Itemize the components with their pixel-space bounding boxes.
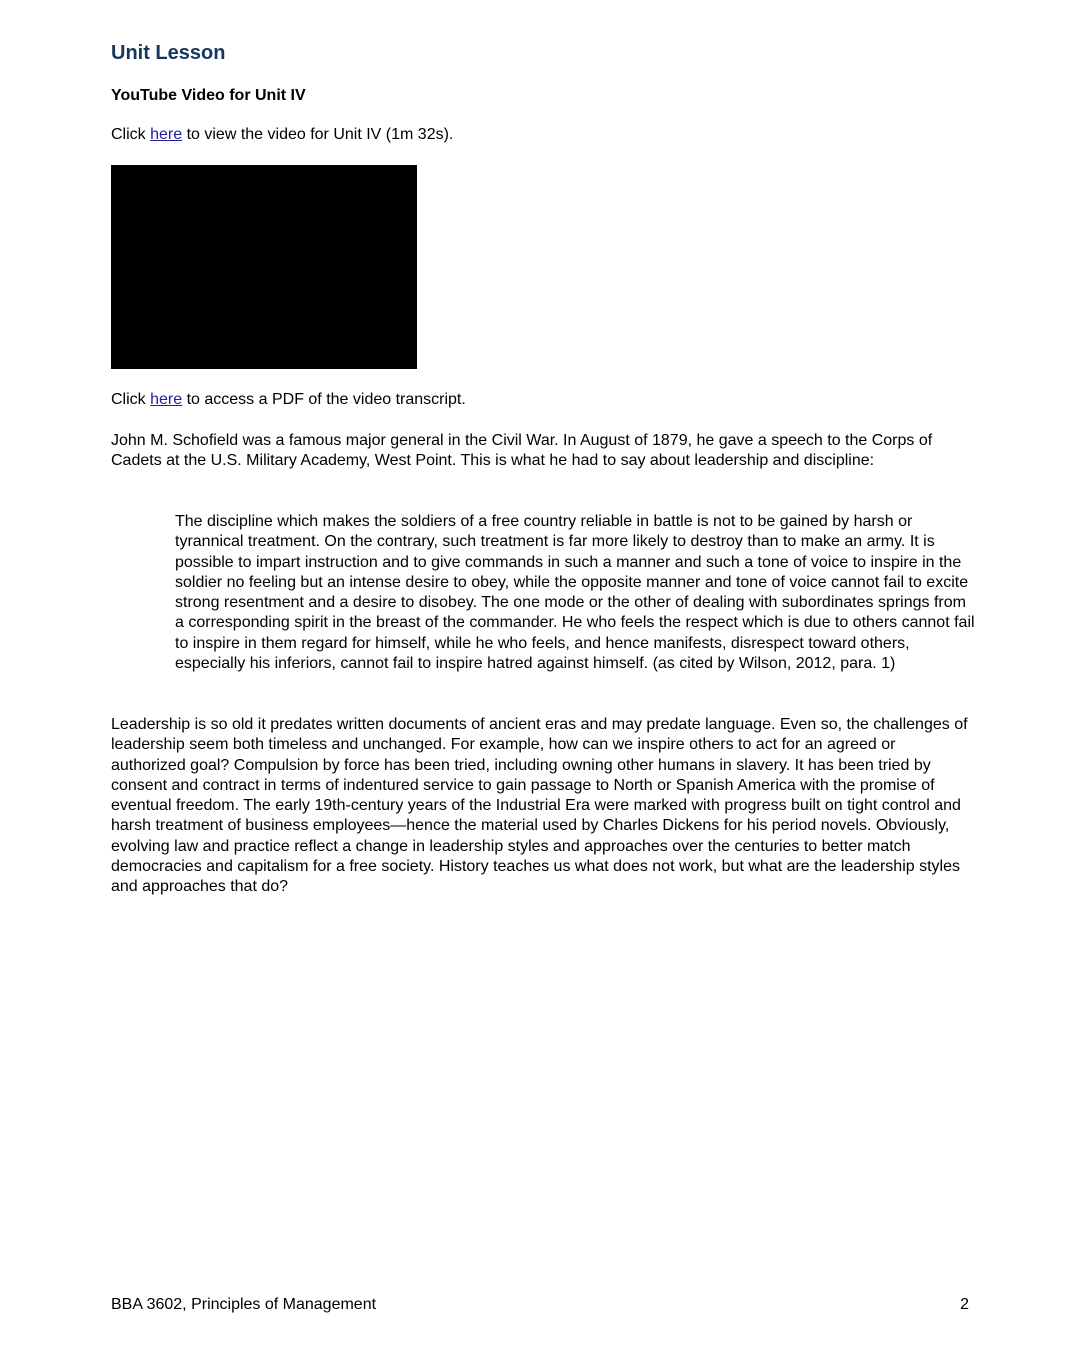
page-title: Unit Lesson <box>111 42 226 64</box>
video-link-suffix: to view the video for Unit IV (1m 32s). <box>182 126 454 143</box>
video-link-prefix: Click <box>111 126 151 143</box>
video-link[interactable]: here <box>150 126 183 143</box>
footer-course: BBA 3602, Principles of Management <box>111 1296 377 1313</box>
intro-paragraph: John M. Schofield was a famous major general in the Civil War. In August of 1879, he gave a speech to the Corps of Cadets at the U.S. Military Academy, West Point. This is what he had to say about leadership and discipline: <box>111 432 933 470</box>
video-heading: YouTube Video for Unit IV <box>111 87 306 104</box>
video-player[interactable] <box>111 165 417 369</box>
body-paragraph: Leadership is so old it predates written documents of ancient eras and may predate language. Even so, the challenges of leadership seem both timeless and unchanged. For example, how can we inspire others to act for an agreed or authorized goal? Compulsion by force has been tried, including owning other humans in slavery. It has been tried by consent and contract in terms of indentured service to gain passage to North or Spanish America with the promise of eventual freedom. The early 19th-century years of the Industrial Era were marked with progress built on tight control and harsh treatment of business employees—hence the material used by Charles Dickens for his period novels. Obviously, evolving law and practice reflect a change in leadership styles and approaches over the centuries to better match democracies and capitalism for a free society. History teaches us what does not work, but what are the leadership styles and approaches that do? <box>111 716 968 896</box>
block-quote: The discipline which makes the soldiers of a free country reliable in battle is not to be gained by harsh or tyrannical treatment. On the contrary, such treatment is far more likely to destroy than to make an army. It is possible to impart instruction and to give commands in such a manner and such a tone of voice to inspire in the soldier no feeling but an intense desire to obey, while the opposite manner and tone of voice cannot fail to excite strong resentment and a desire to disobey. The one mode or the other of dealing with subordinates springs from a corresponding spirit in the breast of the commander. He who feels the respect which is due to others cannot fail to inspire in them regard for himself, while he who feels, and hence manifests, disrespect toward others, especially his inferiors, cannot fail to inspire hatred against himself. (as cited by Wilson, 2012, para. 1) <box>175 513 975 673</box>
video-link-line <box>111 125 453 145</box>
footer-page-number: 2 <box>960 1296 969 1313</box>
transcript-link[interactable]: here <box>150 391 183 408</box>
transcript-link-suffix: to access a PDF of the video transcript. <box>182 391 466 408</box>
transcript-link-line <box>111 390 466 410</box>
transcript-link-prefix: Click <box>111 391 151 408</box>
